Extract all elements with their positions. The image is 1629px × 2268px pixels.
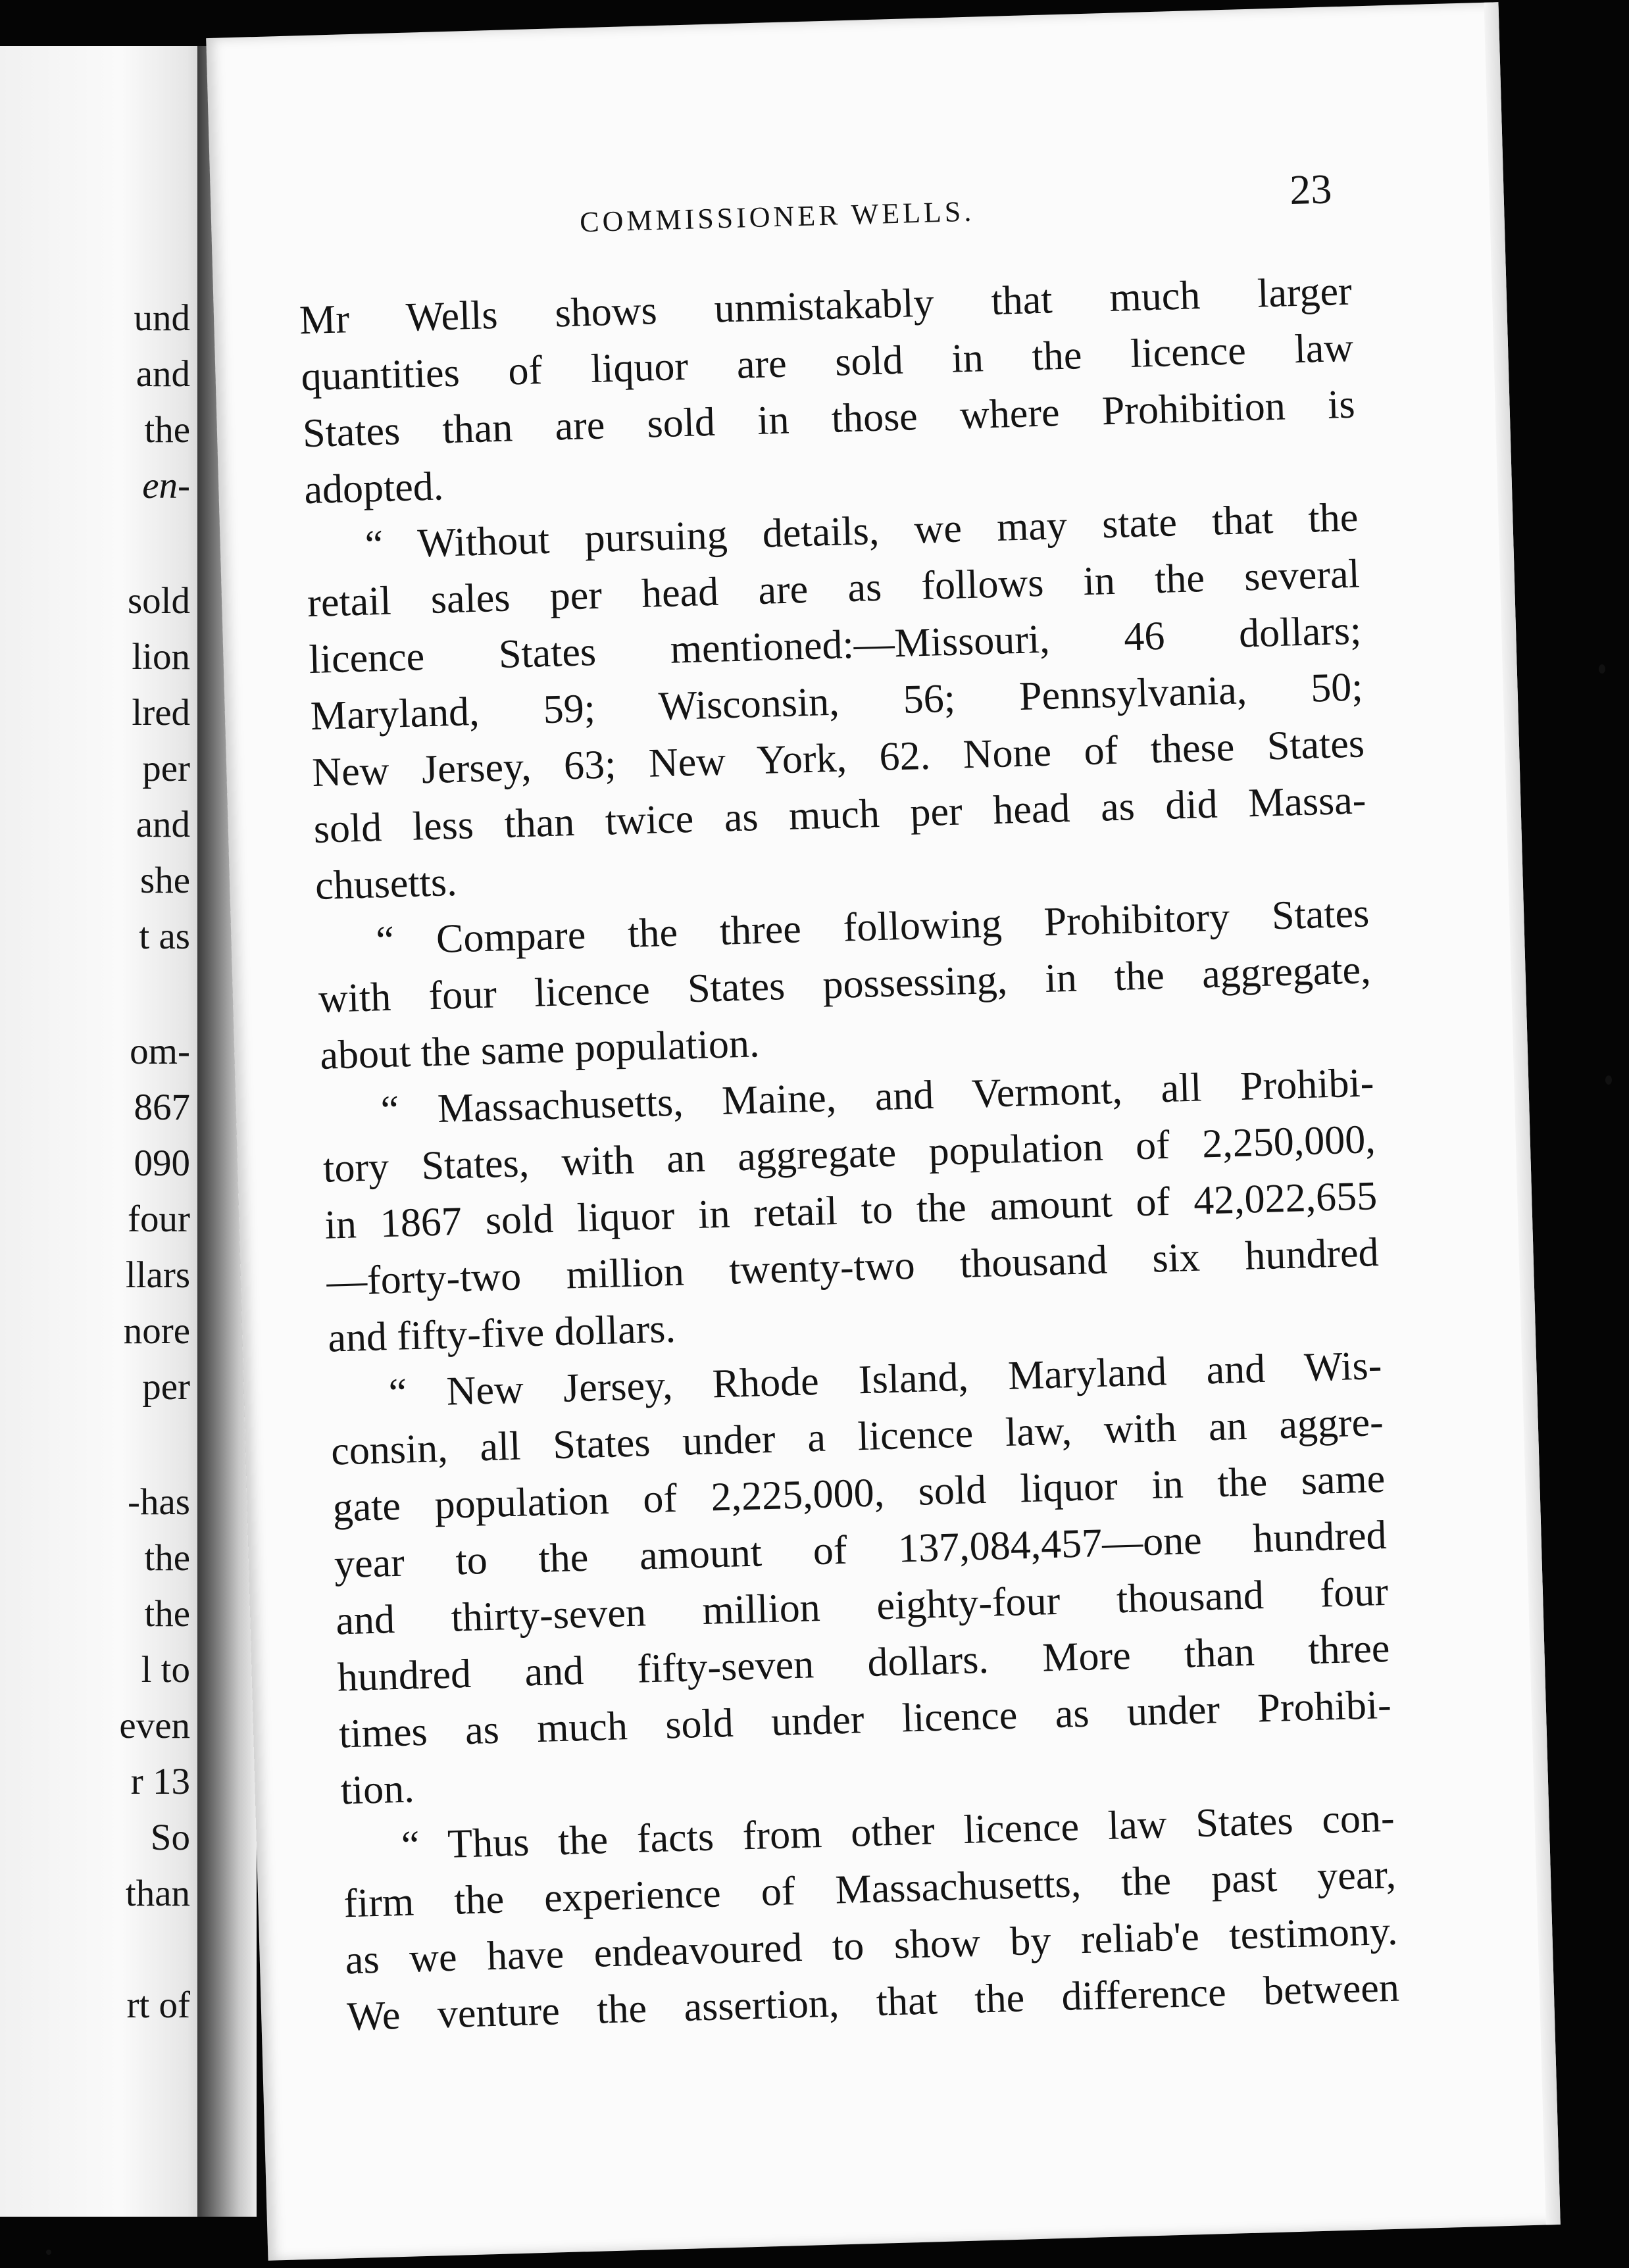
left-page-line: and	[136, 353, 190, 395]
text-line: as we have endeavoured to show by reliab'e testimony.	[344, 1908, 1399, 1983]
left-page-line: the	[144, 1593, 190, 1635]
left-page-line: r 13	[130, 1761, 190, 1802]
left-page-line: the	[144, 1537, 190, 1579]
text-line: retail sales per head are as follows in the several	[307, 551, 1361, 626]
text-line: tion.	[339, 1766, 415, 1813]
left-page-line: and	[136, 804, 190, 845]
text-line: hundred and fifty-seven dollars. More than three	[336, 1625, 1391, 1700]
text-line: adopted.	[303, 464, 445, 513]
text-line: consin, all States under a licence law, with an aggre-	[330, 1399, 1384, 1474]
text-line: “ Without pursuing details, we may state that the	[364, 495, 1359, 568]
text-line: with four licence States possessing, in the aggregate,	[318, 947, 1372, 1022]
scan-speck	[1599, 664, 1605, 674]
book-page	[206, 2, 1561, 2261]
left-page-line: than	[125, 1873, 190, 1914]
left-page-line: even	[119, 1705, 190, 1746]
text-line: “ New Jersey, Rhode Island, Maryland and Wis-	[388, 1343, 1383, 1416]
left-page-line: rt of	[126, 1985, 190, 2026]
page-edge	[1484, 2, 1560, 2225]
text-line: in 1867 sold liquor in retail to the amount of 42,022,655	[324, 1173, 1378, 1248]
left-page-line: lred	[132, 692, 190, 733]
text-line: sold less than twice as much per head as did Massa-	[313, 777, 1367, 852]
text-line: firm the experience of Massachusetts, the past year,	[343, 1852, 1397, 1927]
page-number: 23	[1289, 165, 1333, 214]
running-head: COMMISSIONER WELLS.	[579, 195, 975, 239]
text-line: gate population of 2,225,000, sold liquor in the same	[332, 1456, 1386, 1531]
left-page-line: -has	[128, 1481, 190, 1523]
text-line: tory States, with an aggregate population of 2,250,000,	[322, 1117, 1376, 1191]
left-page-line: lion	[132, 636, 190, 678]
left-page-line: four	[128, 1198, 190, 1240]
text-line: chusetts.	[314, 859, 458, 908]
left-page-line: en-	[142, 465, 190, 506]
left-page-line: per	[142, 748, 190, 789]
left-page-line: 867	[134, 1087, 190, 1128]
text-line: licence States mentioned:—Missouri, 46 dollars;	[308, 608, 1362, 683]
left-page-line: nore	[123, 1310, 190, 1352]
left-page-line: sold	[127, 580, 190, 622]
left-page-line: t as	[139, 916, 190, 957]
body-text	[299, 263, 1400, 2046]
text-line: and thirty-seven million eighty-four thousand four	[335, 1569, 1389, 1644]
text-line: times as much sold under licence as under Prohibi-	[338, 1682, 1392, 1757]
text-line: We venture the assertion, that the difference between	[346, 1965, 1400, 2040]
text-line: quantities of liquor are sold in the licence law	[300, 325, 1354, 400]
text-line: “ Compare the three following Prohibitory States	[375, 891, 1370, 964]
left-page-line: the	[144, 409, 190, 451]
left-page-line: om-	[130, 1031, 190, 1072]
text-line: year to the amount of 137,084,457—one hundred	[334, 1512, 1388, 1587]
left-page-line: So	[150, 1817, 190, 1858]
left-page-line: per	[142, 1366, 190, 1408]
text-line: “ Massachusetts, Maine, and Vermont, all Prohibi-	[380, 1060, 1375, 1133]
text-line: Mr Wells shows unmistakably that much larger	[299, 268, 1353, 343]
text-line: New Jersey, 63; New York, 62. None of these States	[311, 721, 1365, 796]
text-line: States than are sold in those where Prohibition is	[302, 382, 1356, 456]
scan-speck	[1605, 1075, 1612, 1085]
scan-speck	[46, 2250, 51, 2255]
left-page-line: 090	[134, 1143, 190, 1184]
text-line: Maryland, 59; Wisconsin, 56; Pennsylvania, 50;	[310, 664, 1364, 739]
left-page-line: llars	[125, 1254, 190, 1296]
text-line: about the same population.	[319, 1021, 761, 1078]
left-page-line: l to	[141, 1649, 190, 1690]
text-line: and fifty-five dollars.	[327, 1306, 676, 1361]
text-line: “ Thus the facts from other licence law States con-	[401, 1795, 1395, 1868]
left-page-line: und	[134, 297, 190, 339]
left-page-line: she	[140, 860, 190, 901]
text-line: —forty-two million twenty-two thousand six hundred	[326, 1230, 1380, 1304]
previous-page	[0, 46, 220, 2217]
